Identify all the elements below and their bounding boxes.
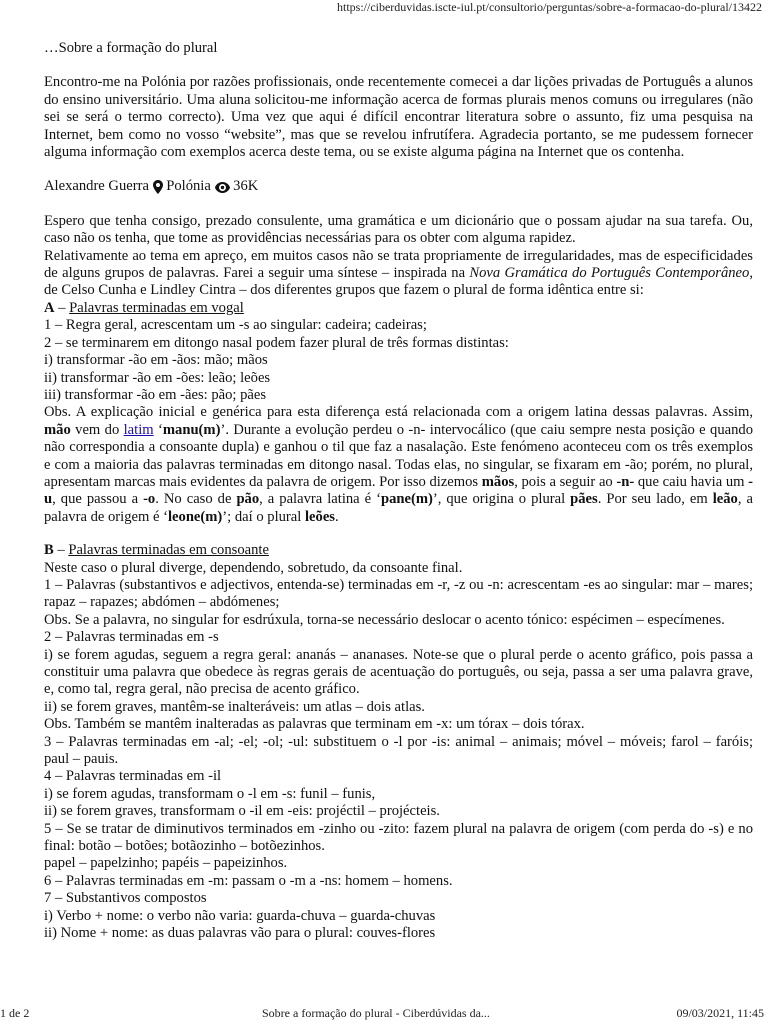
list-item: i) Verbo + nome: o verbo não varia: guarda-chuva – guarda-chuvas [44, 907, 436, 924]
list-item: 2 – se terminarem em ditongo nasal podem fazer plural de três formas distintas: [44, 334, 509, 351]
heading-dash: – [53, 542, 69, 559]
list-item: ii) se forem graves, transformam o -il em -eis: projéctil – projécteis. [44, 803, 440, 820]
footer-title: Sobre a formação do plural - Ciberdúvidas da... [262, 1006, 490, 1020]
location-pin-icon [153, 180, 163, 194]
list-item: i) se forem agudas, transformam o -l em -s: funil – funis, [44, 785, 376, 802]
page-number: 1 de 2 [0, 1006, 30, 1020]
page-url: https://ciberduvidas.iscte-iul.pt/consultorio/perguntas/sobre-a-formacao-do-plural/13422 [336, 0, 762, 14]
print-datetime: 09/03/2021, 11:45 [676, 1006, 764, 1020]
list-item: iii) transformar -ão em -ães: pão; pães [44, 386, 267, 403]
list-item: i) transformar -ão em -ãos: mão; mãos [44, 352, 268, 369]
view-count: 36K [233, 178, 259, 195]
list-item: Obs. Se a palavra, no singular for esdrúxula, torna-se necessário deslocar o acento tónico: espécimen – especímenes. [44, 611, 725, 628]
question-body: Encontro-me na Polónia por razões profissionais, onde recentemente comecei a dar lições privadas de Português a alunos do ensino universitário. Uma aluna solicitou-me informação acerca de formas plurais menos comuns ou irregulares (não sei se será o termo correcto). Uma vez que aqui é difícil encontrar literatura sobre o assunto, fiz uma pesquisa na Internet, bem como no vosso “website”, mas que se revelou infrutífera. Agradecia portanto, se me pudessem fornecer alguma informação com exemplos acerca deste tema, ou se existe alguma página na Internet que os contenha. [44, 74, 753, 161]
section-b-letter: B [44, 542, 54, 559]
eye-icon [215, 182, 230, 193]
list-item: 1 – Regra geral, acrescentam um -s ao singular: cadeira; cadeiras; [44, 317, 427, 334]
list-item: 4 – Palavras terminadas em -il [44, 768, 222, 785]
book-title: Nova Gramática do Português Contemporâneo [469, 265, 750, 282]
list-item: Obs. Também se mantêm inalteradas as palavras que terminam em -x: um tórax – dois tórax. [44, 716, 585, 733]
latim-link[interactable]: latim [123, 421, 154, 438]
section-b-intro: Neste caso o plural diverge, dependendo, sobretudo, da consoante final. [44, 559, 463, 576]
list-item: 2 – Palavras terminadas em -s [44, 629, 219, 646]
article [44, 40, 753, 943]
author-name: Alexandre Guerra [44, 178, 149, 195]
section-a-title: Palavras terminadas em vogal [69, 299, 244, 316]
answer-intro: Espero que tenha consigo, prezado consulente, uma gramática e um dicionário que o possam ajudar na sua tarefa. Ou, caso não os tenha, que tome as providências necessárias para os obter com alguma rapidez. [44, 212, 753, 247]
list-item: 7 – Substantivos compostos [44, 890, 207, 907]
list-item: 1 – Palavras (substantivos e adjectivos, entenda-se) terminadas em -r, -z ou -n: acrescentam -es ao singular: mar – mares; rapaz – rapazes; abdómen – abdómenes; [44, 576, 753, 611]
section-a-observation: Obs. A explicação inicial e genérica para esta diferença está relacionada com a origem latina dessas palavras. Assim, mão vem do latim ‘manu(m)’. Durante a evolução perdeu o -n- intervocálico (que caiu sempre nesta posição e quando não correspondia a consoante dupla) e ganhou o til que faz a nasalação. Este fenómeno aconteceu com os três exemplos e com a maioria das palavras terminadas em ditongo nasal. Todas elas, no singular, se fixaram em -ão; porém, no plural, apresentam marcas mais evidentes da palavra de origem. Por isso dizemos mãos, pois a seguir ao -n- que caiu havia um -u, que passou a -o. No caso de pão, a palavra latina é ‘pane(m)’, que origina o plural pães. Por seu lado, em leão, a palavra de origem é ‘leone(m)’; daí o plural leões. [44, 404, 754, 525]
question-title: …Sobre a formação do plural [44, 40, 218, 56]
answer-intro-2 [44, 248, 753, 300]
list-item: ii) transformar -ão em -ões: leão; leões [44, 369, 271, 386]
list-item: 6 – Palavras terminadas em -m: passam o -m a -ns: homem – homens. [44, 872, 453, 889]
list-item: papel – papelzinho; papéis – papeizinhos. [44, 855, 288, 872]
section-b-title: Palavras terminadas em consoante [68, 542, 269, 559]
question-meta [44, 178, 753, 195]
list-item: ii) se forem graves, mantêm-se inalteráveis: um atlas – dois atlas. [44, 698, 425, 715]
section-a-letter: A [44, 299, 55, 316]
list-item: i) se forem agudas, seguem a regra geral: ananás – ananases. Note-se que o plural perde o acento gráfico, pois passa a constituir uma palavra que obedece às regras gerais de acentuação do português, ou seja, passa a ser uma palavra grave, e, como tal, regra geral, não precisa de acento gráfico. [44, 646, 753, 698]
list-item: 5 – Se se tratar de diminutivos terminados em -zinho ou -zito: fazem plural na palavra de origem (com perda do -s) e no final: botão – botões; botãozinho – botõezinhos. [44, 820, 753, 855]
section-b-heading [44, 542, 753, 559]
list-item: 3 – Palavras terminadas em -al; -el; -ol; -ul: substituem o -l por -is: animal – animais; móvel – móveis; farol – faróis; paul – pauis. [44, 733, 753, 768]
author-location: Polónia [166, 178, 211, 195]
intro-text-b: , de Celso Cunha e Lindley Cintra – dos diferentes grupos que fazem o plural de forma idêntica entre si: [44, 265, 753, 299]
heading-dash: – [54, 299, 70, 316]
list-item: ii) Nome + nome: as duas palavras vão para o plural: couves-flores [44, 925, 436, 942]
intro-text-a: Relativamente ao tema em apreço, em muitos casos não se trata propriamente de irregularidades, mas de especificidades de alguns grupos de palavras. Farei a seguir uma síntese – inspirada na [44, 247, 753, 282]
section-a-heading [44, 300, 753, 317]
